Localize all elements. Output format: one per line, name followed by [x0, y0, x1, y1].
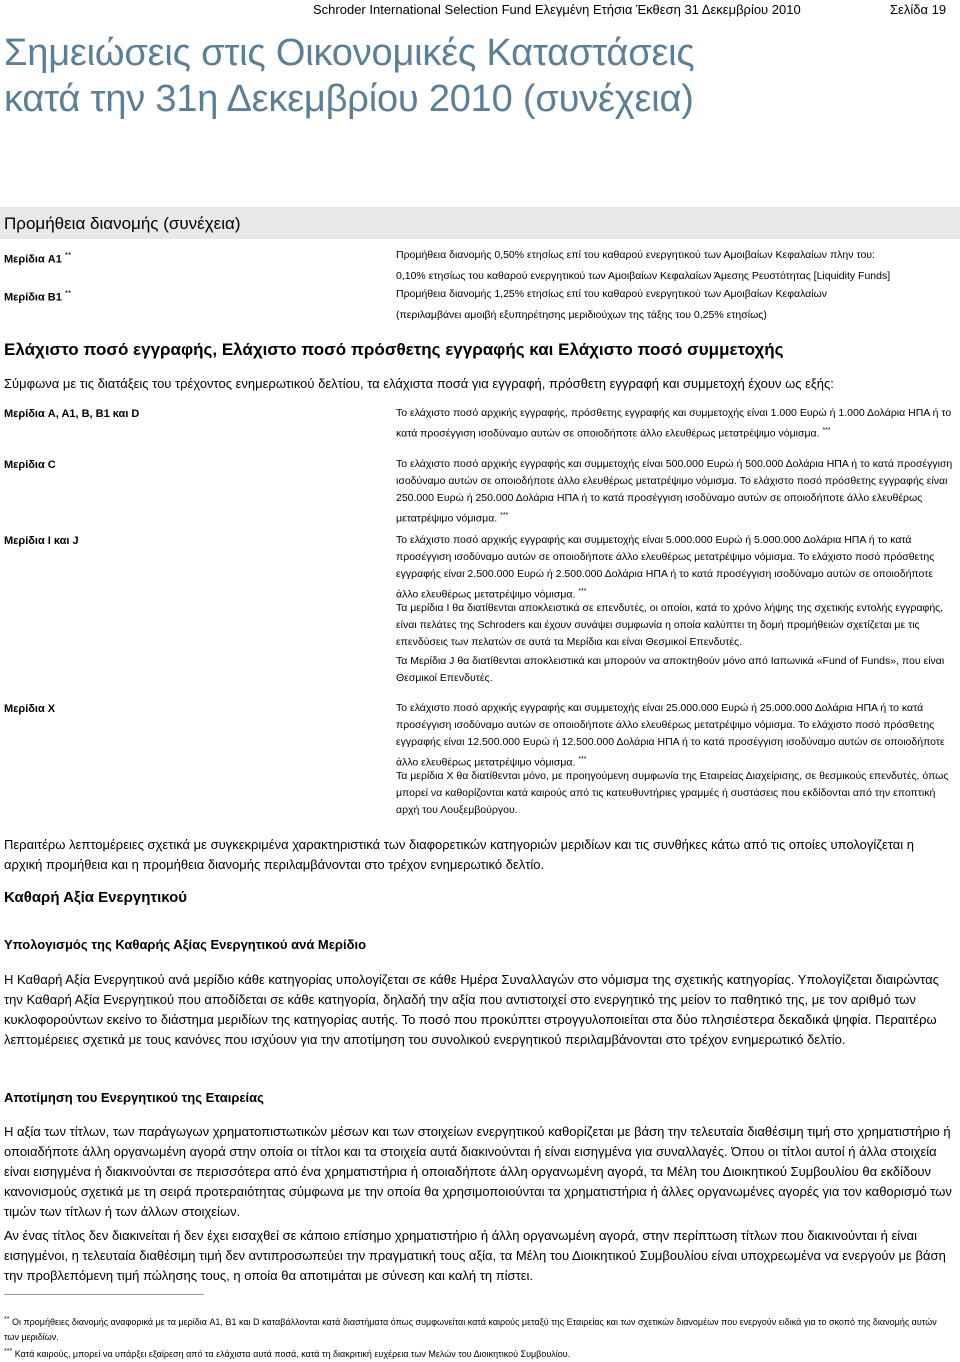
class-desc-a: Το ελάχιστο ποσό αρχικής εγγραφής, πρόσθετης εγγραφής και συμμετοχής είναι 1.000 Ευρώ ή 1.000 Δολάρια ΗΠΑ ή το κατά προσέγγιση ισοδύναμο αυτών σε οποιοδήποτε άλλο ελευθέρως μετατρέψιμο νόμισμα. ***	[396, 407, 952, 440]
footnote-2: *** Κατά καιρούς, μπορεί να υπάρξει εξαίρεση από τα ελάχιστα αυτά ποσά, κατά τη διακριτική ευχέρεια των Μελών του Διοικητικού Συμβουλίου.	[4, 1348, 571, 1359]
page-title-line-1: Σημειώσεις στις Οικονομικές Καταστάσεις	[4, 32, 695, 74]
class-note-i: Τα μερίδια I θα διατίθενται αποκλειστικά σε επενδυτές, οι οποίοι, κατά το χρόνο λήψης της σχετικής εντολής εγγραφής, είναι πελάτες της Schroders και έχουν συνάψει συμφωνία η οποία καλύπτει τη δομή προμήθειών σχετίζεται με τις επενδύσεις των πελατών σε αυτά τα Μερίδια και είναι Θεσμικοί Επενδυτές.	[396, 602, 944, 648]
footnote-1: ** Οι προμήθειες διανομής αναφορικά με τα μερίδια A1, B1 και D καταβάλλονται κατά διαστήματα όπως συμφωνείται κατά καιρούς μεταξύ της Εταιρείας και των σχετικών διανομέων που ενεργούν ειδικά για το σκοπό της διανομής αυτών των μεριδίων.	[4, 1316, 937, 1342]
subheading-valuation: Αποτίμηση του Ενεργητικού της Εταιρείας	[4, 1090, 264, 1105]
page-title	[4, 30, 695, 122]
class-label-c: Μερίδια C	[4, 459, 56, 471]
class-desc-c: Το ελάχιστο ποσό αρχικής εγγραφής και συμμετοχής είναι 500.000 Ευρώ ή 500.000 Δολάρια ΗΠΑ ή το κατά προσέγγιση ισοδύναμο αυτών σε οποιοδήποτε άλλο ελευθέρως μετατρέψιμο νόμισμα. Το ελάχιστο ποσό πρόσθετης εγγραφής είναι 250.000 Ευρώ ή 250.000 Δολάρια ΗΠΑ ή το κατά προσέγγιση ισοδύναμο αυτών σε οποιοδήποτε άλλο ελευθέρως μετατρέψιμο νόμισμα. ***	[396, 458, 953, 525]
class-label-i-j: Μερίδια I και J	[4, 535, 79, 547]
subheading-nav-calc: Υπολογισμός της Καθαρής Αξίας Ενεργητικού ανά Μερίδιο	[4, 937, 367, 952]
footnote-divider	[4, 1294, 204, 1295]
section-heading-minimum: Ελάχιστο ποσό εγγραφής, Ελάχιστο ποσό πρόσθετης εγγραφής και Ελάχιστο ποσό συμμετοχής	[4, 340, 784, 359]
distribution-desc-b1: Προμήθεια διανομής 1,25% ετησίως επί του καθαρού ενεργητικού των Αμοιβαίων Κεφαλαίων (περιλαμβάνει αμοιβή εξυπηρέτησης μεριδιούχων της τάξης του 0,25% ετησίως)	[396, 288, 828, 321]
class-note-j: Τα Μερίδια J θα διατίθενται αποκλειστικά και μπορούν να αποκτηθούν μόνο από Ιαπωνικά «Fund of Funds», που είναι Θεσμικοί Επενδυτές.	[396, 655, 945, 684]
document-title: Schroder International Selection Fund Ελεγμένη Ετήσια Έκθεση 31 Δεκεμβρίου 2010	[313, 2, 801, 17]
minimum-intro: Σύμφωνα με τις διατάξεις του τρέχοντος ενημερωτικού δελτίου, τα ελάχιστα ποσά για εγγραφή, πρόσθετη εγγραφή και συμμετοχή έχουν ως εξής:	[4, 376, 834, 391]
valuation-paragraph-1: Η αξία των τίτλων, των παράγωγων χρηματοπιστωτικών μέσων και των στοιχείων ενεργητικού καθορίζεται με βάση την τελευταία διαθέσιμη τιμή στο χρηματιστήριο ή οποιαδήποτε άλλη οργανωμένη αγορά στην οποία οι τίτλοι και τα στοιχεία αυτά διακινούνται ή είναι εισηγμένα για συναλλαγές. Όπου οι τίτλοι αυτοί ή άλλα στοιχεία είναι εισηγμένα ή διακινούνται σε περισσότερα από ένα χρηματιστήρια ή οποιαδήποτε άλλη οργανωμένη αγορά, τα Μέλη του Διοικητικού Συμβουλίου θα εκδίδουν κανονισμούς σχετικά με τη σειρά προτεραιότητας σύμφωνα με την οποία θα χρησιμοποιούνται τα χρηματιστήρια ή άλλες οργανωμένες αγορές για τον καθορισμό των τιμών των τίτλων ή των άλλων στοιχείων.	[4, 1124, 952, 1219]
page-number: Σελίδα 19	[890, 2, 947, 17]
distribution-desc-a1: Προμήθεια διανομής 0,50% ετησίως επί του καθαρού ενεργητικού των Αμοιβαίων Κεφαλαίων πλην του: 0,10% ετησίως του καθαρού ενεργητικού των Αμοιβαίων Κεφαλαίων Άμεσης Ρευστότητας [Liquidity Funds]	[396, 249, 891, 282]
section-heading-nav: Καθαρή Αξία Ενεργητικού	[4, 889, 188, 906]
distribution-label-a1: Μερίδια A1 **	[4, 251, 72, 266]
page-title-line-2: κατά την 31η Δεκεμβρίου 2010 (συνέχεια)	[4, 78, 694, 120]
section-band-distribution	[0, 207, 960, 239]
distribution-label-b1: Μερίδια B1 **	[4, 289, 72, 304]
further-details: Περαιτέρω λεπτομέρειες σχετικά με συγκεκριμένα χαρακτηριστικά των διαφορετικών κατηγοριών μεριδίων και τις συνθήκες κάτω από τις οποίες υπολογίζεται η αρχική προμήθεια και η προμήθεια διανομής περιλαμβάνονται στο τρέχον ενημερωτικό δελτίο.	[4, 837, 915, 872]
valuation-paragraph-2: Αν ένας τίτλος δεν διακινείται ή δεν έχει εισαχθεί σε κάποιο επίσημο χρηματιστήριο ή άλλη οργανωμένη αγορά, στην περίπτωση τίτλων που διακινούνται ή είναι εισηγμένοι, η τελευταία διαθέσιμη τιμή δεν αντιπροσωπεύει την πραγματική τους αξία, τα Μέλη του Διοικητικού Συμβουλίου είναι υποχρεωμένα να ενεργούν με βάση την προβλεπόμενη τιμή πώλησης τους, η οποία θα αποτιμάται με σύνεση και καλή τη πίστει.	[4, 1228, 946, 1283]
nav-calc-paragraph: Η Καθαρή Αξία Ενεργητικού ανά μερίδιο κάθε κατηγορίας υπολογίζεται σε κάθε Ημέρα Συναλλαγών στο νόμισμα της σχετικής κατηγορίας. Υπολογίζεται διαιρώντας την Καθαρή Αξία Ενεργητικού που αποδίδεται σε κάθε κατηγορία, δηλαδή την αξία που αντιστοιχεί στο ενεργητικό της μείον το παθητικό της, με τον αριθμό των κυκλοφορούντων εκείνο το διάστημα μεριδίων της κατηγορίας αυτής. Το ποσό που προκύπτει στρογγυλοποιείται στα δύο πλησιέστερα δεκαδικά ψηφία. Περαιτέρω λεπτομέρειες σχετικά με τους κανόνες που ισχύουν για την αποτίμηση του συνολικού ενεργητικού περιλαμβάνονται στο τρέχον ενημερωτικό δελτίο.	[4, 972, 939, 1047]
class-desc-x: Το ελάχιστο ποσό αρχικής εγγραφής και συμμετοχής είναι 25.000.000 Ευρώ ή 25.000.000 Δολάρια ΗΠΑ ή το κατά προσέγγιση ισοδύναμο αυτών σε οποιοδήποτε άλλο ελευθέρως μετατρέψιμο νόμισμα. Το ελάχιστο ποσό πρόσθετης εγγραφής είναι 12.500.000 Ευρώ ή 12.500.000 Δολάρια ΗΠΑ ή το κατά προσέγγιση ισοδύναμο αυτών σε οποιοδήποτε άλλο ελευθέρως μετατρέψιμο νόμισμα. ***	[396, 702, 945, 769]
page-header	[0, 0, 960, 20]
section-heading-distribution: Προμήθεια διανομής (συνέχεια)	[4, 214, 241, 233]
class-label-a: Μερίδια A, A1, B, B1 και D	[4, 408, 140, 420]
class-desc-i-j: Το ελάχιστο ποσό αρχικής εγγραφής και συμμετοχής είναι 5.000.000 Ευρώ ή 5.000.000 Δολάρια ΗΠΑ ή το κατά προσέγγιση ισοδύναμο αυτών σε οποιοδήποτε άλλο ελευθέρως μετατρέψιμο νόμισμα. Το ελάχιστο ποσό πρόσθετης εγγραφής είναι 2.500.000 Ευρώ ή 2.500.000 Δολάρια ΗΠΑ ή το κατά προσέγγιση ισοδύναμο αυτών σε οποιοδήποτε άλλο ελευθέρως μετατρέψιμο νόμισμα. ***	[396, 534, 935, 601]
class-note-x: Τα μερίδια X θα διατίθενται μόνο, με προηγούμενη συμφωνία της Εταιρείας Διαχείρισης, σε θεσμικούς επενδυτές, όπως μπορεί να καθορίζονται κατά καιρούς από τις κατευθυντήριες γραμμές ή συστάσεις που εκδίδονται από την εποπτική αρχή του Λουξεμβούργου.	[396, 770, 949, 816]
class-label-x: Μερίδια X	[4, 703, 56, 715]
